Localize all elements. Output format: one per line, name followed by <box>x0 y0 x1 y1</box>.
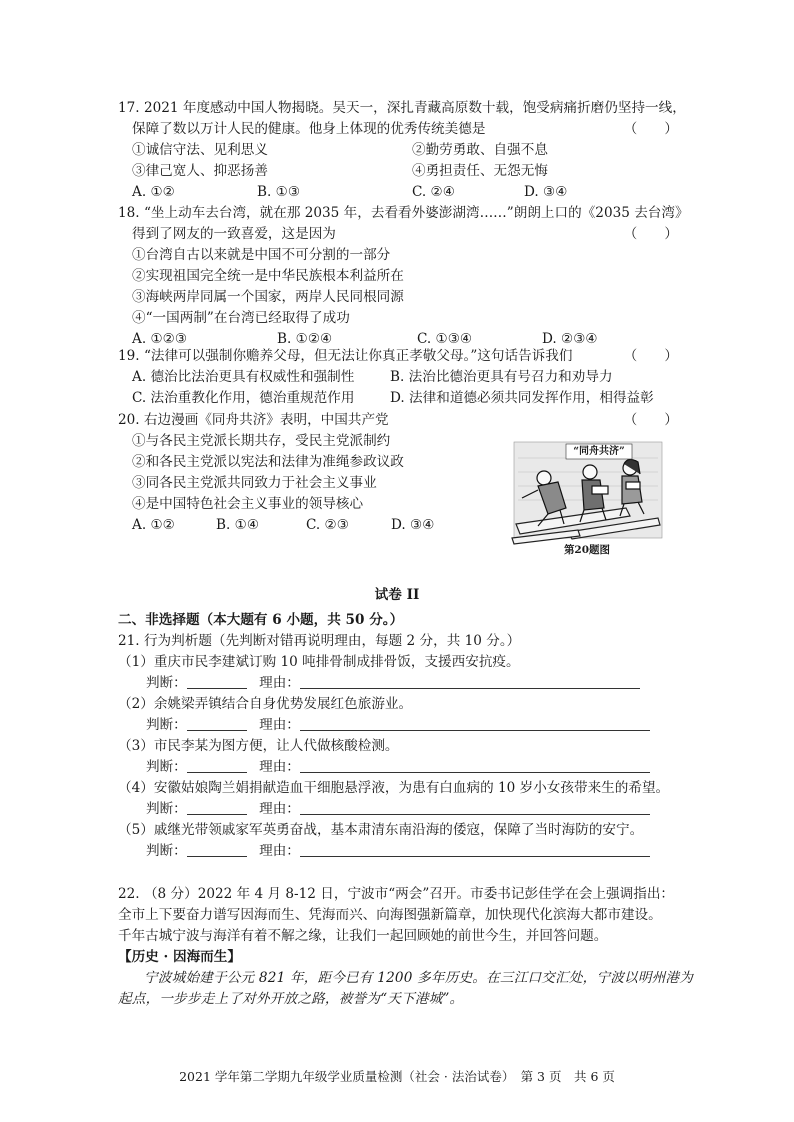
q22-material-line-2: 起点，一步步走上了对外开放之路，被誉为“天下港城”。 <box>118 991 464 1007</box>
page-footer: 2021 学年第二学期九年级学业质量检测（社会 · 法治试卷） 第 3 页 共 6 页 <box>179 1069 615 1084</box>
q20-statement-2: ②和各民主党派以宪法和法律为准绳参政议政 <box>132 454 404 470</box>
comic-caption: 第20题图 <box>563 544 611 556</box>
reason-blank[interactable] <box>300 715 650 731</box>
q20-option-a: A. ①② <box>132 517 175 533</box>
q22-line-2: 全市上下要奋力谱写因海而生、凭海而兴、向海图强新篇章，加快现代化滨海大都市建设。 <box>118 907 662 923</box>
q21-intro: 21. 行为判析题（先判断对错再说明理由，每题 2 分，共 10 分。） <box>118 633 521 649</box>
q22-subheading: 【历史 · 因海而生】 <box>118 949 241 965</box>
reason-blank[interactable] <box>300 799 650 815</box>
q22-material-line-1: 宁波城始建于公元 821 年，距今已有 1200 多年历史。在三江口交汇处，宁波以明州港为 <box>144 970 694 986</box>
judge-label: 判断： <box>146 843 187 859</box>
q21-item-5: （5）戚继光带领戚家军英勇奋战，基本肃清东南沿海的倭寇，保障了当时海防的安宁。 <box>118 822 644 838</box>
q18-statement-1: ①台湾自古以来就是中国不可分割的一部分 <box>132 247 391 263</box>
q20-option-d: D. ③④ <box>391 517 435 533</box>
judge-blank[interactable] <box>187 841 247 857</box>
q21-answer-row-1 <box>118 673 678 694</box>
judge-blank[interactable] <box>187 715 247 731</box>
q18-answer-paren: （ ） <box>623 226 678 242</box>
q17-option-b: B. ①③ <box>257 184 301 200</box>
q17-statement-4: ④勇担责任、无怨无悔 <box>412 163 548 179</box>
q21-item-4: （4）安徽姑娘陶兰娟捐献造血干细胞悬浮液，为患有白血病的 10 岁小女孩带来生的希望。 <box>118 780 670 796</box>
q19-stem-text: 19. “法律可以强制你赡养父母，但无法让你真正孝敬父母。”这句话告诉我们 <box>118 348 573 364</box>
question-19 <box>118 346 678 409</box>
question-17 <box>118 98 686 203</box>
q21-item-2: （2）余姚梁弄镇结合自身优势发展红色旅游业。 <box>118 696 413 712</box>
q17-statements-row2 <box>118 161 678 182</box>
reason-blank[interactable] <box>300 757 650 773</box>
reason-label: 理由： <box>259 801 300 817</box>
reason-label: 理由： <box>259 675 300 691</box>
q20-comic-illustration <box>508 438 666 560</box>
q19-option-c: C. 法治重教化作用，德治重规范作用 <box>132 390 355 406</box>
q17-statement-2: ②勤劳勇敢、自强不息 <box>412 142 548 158</box>
judge-label: 判断： <box>146 717 187 733</box>
q20-option-c: C. ②③ <box>306 517 349 533</box>
judge-label: 判断： <box>146 759 187 775</box>
reason-label: 理由： <box>259 843 300 859</box>
q20-option-b: B. ①④ <box>216 517 260 533</box>
reason-blank[interactable] <box>300 841 650 857</box>
q17-option-a: A. ①② <box>132 184 175 200</box>
judge-blank[interactable] <box>187 757 247 773</box>
q20-stem-text: 20. 右边漫画《同舟共济》表明，中国共产党 <box>118 412 389 428</box>
q22-line-3: 千年古城宁波与海洋有着不解之缘，让我们一起回顾她的前世今生，并回答问题。 <box>118 928 608 944</box>
q20-stem-line1 <box>118 410 678 431</box>
q20-statement-3: ③同各民主党派共同致力于社会主义事业 <box>132 475 377 491</box>
q19-option-b: B. 法治比德治更具有号召力和劝导力 <box>390 369 613 385</box>
q17-option-c: C. ②④ <box>412 184 455 200</box>
q19-options-row2 <box>118 388 678 409</box>
judge-blank[interactable] <box>187 673 247 689</box>
q19-option-a: A. 德治比法治更具有权威性和强制性 <box>132 369 355 385</box>
question-18 <box>118 203 689 350</box>
q17-options <box>118 182 678 203</box>
q17-stem-line2 <box>118 119 678 140</box>
q21-answer-row-2 <box>118 715 678 736</box>
q17-statements-row1 <box>118 140 678 161</box>
q21-answer-row-5 <box>118 841 678 862</box>
q19-answer-paren: （ ） <box>623 348 678 364</box>
reason-blank[interactable] <box>300 673 640 689</box>
q18-stem-text: 得到了网友的一致喜爱，这是因为 <box>132 226 336 242</box>
q19-options-row1 <box>118 367 678 388</box>
judge-label: 判断： <box>146 801 187 817</box>
q17-statement-1: ①诚信守法、见利思义 <box>132 142 268 158</box>
q17-stem-line1: 17. 2021 年度感动中国人物揭晓。吴天一，深扎青藏高原数十载，饱受病痛折磨仍坚持一线， <box>118 100 686 116</box>
q21-answer-row-3 <box>118 757 678 778</box>
q18-stem-line1: 18. “坐上动车去台湾，就在那 2035 年，去看看外婆澎湖湾……”朗朗上口的《2035 去台湾》 <box>118 205 689 221</box>
q18-statement-2: ②实现祖国完全统一是中华民族根本利益所在 <box>132 268 404 284</box>
q21-answer-row-4 <box>118 799 678 820</box>
comic-title: “同舟共济” <box>573 446 625 457</box>
judge-label: 判断： <box>146 675 187 691</box>
q18-option-d: D. ②③④ <box>542 331 598 347</box>
section-title: 试卷 II <box>374 587 420 603</box>
judge-blank[interactable] <box>187 799 247 815</box>
q17-stem-text: 保障了数以万计人民的健康。他身上体现的优秀传统美德是 <box>132 121 486 137</box>
q21-item-3: （3）市民李某为图方便，让人代做核酸检测。 <box>118 738 399 754</box>
question-22 <box>118 884 694 1010</box>
q19-option-d: D. 法律和道德必须共同发挥作用，相得益彰 <box>390 390 654 406</box>
q20-statement-1: ①与各民主党派长期共存，受民主党派制约 <box>132 433 391 449</box>
q18-statement-3: ③海峡两岸同属一个国家，两岸人民同根同源 <box>132 289 404 305</box>
q18-option-b: B. ①②④ <box>277 331 333 347</box>
reason-label: 理由： <box>259 717 300 733</box>
section-2-heading: 二、非选择题（本大题有 6 小题，共 50 分。） <box>118 612 404 628</box>
question-21 <box>118 631 678 862</box>
q21-item-1: （1）重庆市民李建斌订购 10 吨排骨制成排骨饭，支援西安抗疫。 <box>118 654 520 670</box>
q17-option-d: D. ③④ <box>524 184 568 200</box>
q17-answer-paren: （ ） <box>623 121 678 137</box>
q20-answer-paren: （ ） <box>623 412 678 428</box>
q20-statement-4: ④是中国特色社会主义事业的领导核心 <box>132 496 364 512</box>
q18-statement-4: ④“一国两制”在台湾已经取得了成功 <box>132 310 350 326</box>
q18-option-a: A. ①②③ <box>132 331 188 347</box>
reason-label: 理由： <box>259 759 300 775</box>
q18-option-c: C. ①③④ <box>417 331 473 347</box>
q18-stem-line2 <box>118 224 678 245</box>
q22-line-1: 22. （8 分）2022 年 4 月 8-12 日，宁波市“两会”召开。市委书记彭佳学在会上强调指出： <box>118 886 675 902</box>
q17-statement-3: ③律己宽人、抑恶扬善 <box>132 163 268 179</box>
q19-stem-line1 <box>118 346 678 367</box>
